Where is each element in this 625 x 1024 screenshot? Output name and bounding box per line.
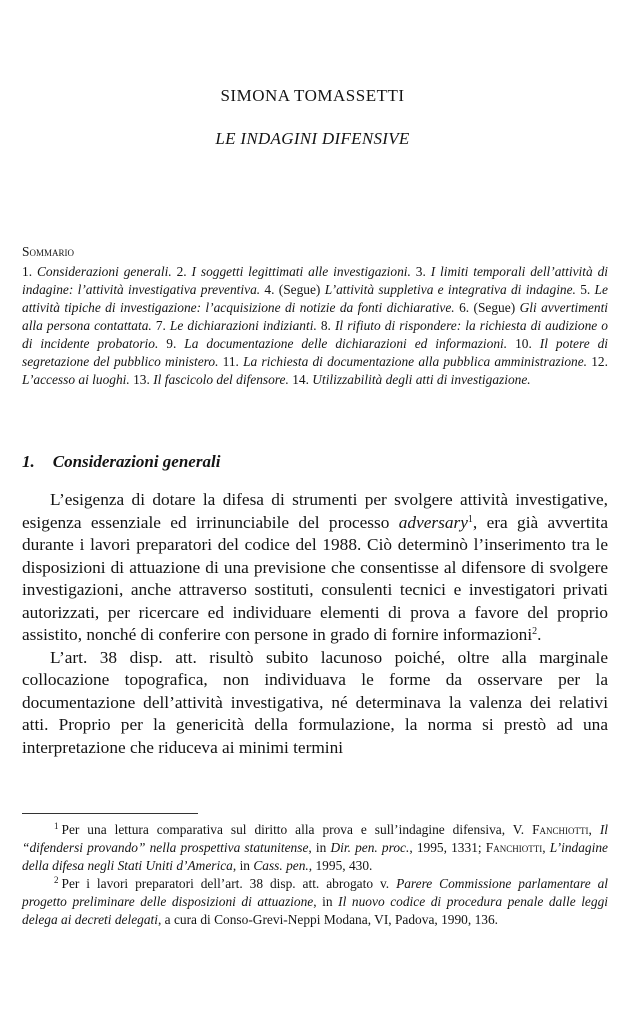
text-run: ,	[588, 822, 600, 837]
text-run: , 1995, 430.	[308, 858, 373, 873]
summary-item	[223, 354, 587, 369]
summary-item-text: Utilizzabilità degli atti di investigazione.	[312, 372, 531, 387]
summary-item-text: La richiesta di documentazione alla pubblica amministrazione.	[243, 354, 588, 369]
summary-item-text: I limiti temporali dell’attività di indagine: l’attività investigativa preventiva.	[22, 264, 608, 297]
text-run: , in	[308, 840, 331, 855]
work-title: L’indagine della difesa negli Stati Uniti d’America	[22, 840, 608, 873]
summary-item-prefix: (Segue)	[278, 282, 321, 297]
footnote	[22, 875, 608, 929]
summary-item-text: L’accesso ai luoghi.	[22, 372, 130, 387]
summary-item-number: 6.	[459, 300, 470, 315]
summary-item-number: 5.	[580, 282, 591, 297]
work-title: Il “difendersi provando” nella prospettiva statunitense	[22, 822, 608, 855]
footnotes	[22, 821, 608, 929]
section-number: 1.	[22, 452, 35, 471]
chapter-title: LE INDAGINI DIFENSIVE	[215, 129, 410, 148]
body-text	[22, 489, 608, 759]
summary-item-text: Il fascicolo del difensore.	[153, 372, 289, 387]
summary-item-number: 8.	[320, 318, 331, 333]
text-run: , in	[232, 858, 254, 873]
author-name: SIMONA TOMASSETTI	[220, 86, 405, 105]
summary-item-number: 3.	[415, 264, 426, 279]
footnote-mark: 2	[54, 875, 59, 885]
footnote	[22, 821, 608, 875]
work-title: Il nuovo codice di procedura penale dalle leggi delega ai decreti delegati	[22, 894, 608, 927]
summary	[22, 243, 608, 389]
summary-item-number: 12.	[591, 354, 608, 369]
paragraph: L’art. 38 disp. att. risultò subito lacunoso poiché, oltre alla marginale collocazione topografica, non individuava le forme da osservare per la documentazione dell’attività investigativa, né determinava la valenza dei relativi atti. Proprio per la genericità della formulazione, la norma si prestò ad una interpretazione che riduceva ai minimi termini	[22, 647, 608, 757]
summary-item-number: 11.	[222, 354, 239, 369]
summary-item	[292, 372, 530, 387]
text-run: L’esigenza di dotare la difesa di strumenti per svolgere attività investigative, esigenza essenziale ed irrinunciabile del processo	[22, 490, 608, 532]
text-run: adversary	[398, 512, 468, 532]
summary-item-number: 10.	[515, 336, 532, 351]
summary-item-number: 7.	[155, 318, 166, 333]
work-title: Parere Commissione parlamentare al progetto preliminare delle disposizioni di attuazione	[22, 876, 608, 909]
text-run: , 1995, 1331;	[409, 840, 486, 855]
text-run: , a cura di Conso-Grevi-Neppi Modana, VI, Padova, 1990, 136.	[157, 912, 498, 927]
summary-item-text: I soggetti legittimati alle investigazioni.	[191, 264, 411, 279]
summary-item-text: Gli avvertimenti alla persona contattata.	[22, 300, 609, 333]
summary-item-text: Il rifiuto di rispondere: la richiesta di audizione o di incidente probatorio.	[22, 318, 608, 351]
author-ref: Fanchiotti	[532, 822, 589, 837]
summary-item	[177, 264, 411, 279]
text-run: Per una lettura comparativa sul diritto alla prova e sull’indagine difensiva, V.	[61, 822, 533, 837]
paragraph	[22, 489, 608, 647]
summary-item-text: Le dichiarazioni indizianti.	[169, 318, 317, 333]
section-heading	[22, 452, 220, 472]
summary-item-number: 14.	[292, 372, 309, 387]
summary-item-text: L’attività suppletiva e integrativa di indagine.	[324, 282, 576, 297]
text-run: Per i lavori preparatori dell’art. 38 disp. att. abrogato v.	[61, 876, 397, 891]
footnote-ref[interactable]: 1	[467, 513, 473, 525]
summary-item-text: La documentazione delle dichiarazioni ed informazioni.	[184, 336, 508, 351]
journal-title: Dir. pen. proc.	[330, 840, 410, 855]
footnote-mark: 1	[54, 821, 59, 831]
footnote-ref[interactable]: 2	[532, 626, 538, 637]
summary-item-number: 2.	[176, 264, 187, 279]
summary-item-number: 1.	[22, 264, 33, 279]
summary-item-number: 13.	[133, 372, 150, 387]
text-run: , era già avvertita durante i lavori preparatori del codice del 1988. Ciò determinò l’inserimento tra le disposizioni di attuazione di una previsione che consentisse al difensore di svolgere investigazioni, anche attraverso sostituti, consulenti tecnici e investigatori privati autorizzati, per ricercare ed individuare elementi di prova a favore del proprio assistito, nonché di conferire con persone in grado di fornire informazioni	[22, 512, 608, 644]
summary-item-text: Il potere di segretazione del pubblico ministero.	[22, 336, 609, 369]
text-run: ,	[542, 840, 550, 855]
summary-item-text: Considerazioni generali.	[36, 264, 172, 279]
author-ref: Fanchiotti	[485, 840, 543, 855]
summary-item-text: Le attività tipiche di investigazione: l’acquisizione di notizie da fonti dichiarative.	[22, 282, 608, 315]
summary-item	[22, 264, 172, 279]
summary-item-prefix: (Segue)	[473, 300, 516, 315]
summary-item-number: 4.	[264, 282, 275, 297]
summary-list	[22, 263, 608, 389]
text-run: .	[537, 625, 542, 644]
section-title: Considerazioni generali	[52, 452, 221, 471]
summary-item	[166, 336, 507, 351]
summary-item-number: 9.	[166, 336, 177, 351]
summary-heading: Sommario	[22, 244, 74, 259]
summary-item	[264, 282, 576, 297]
summary-item	[133, 372, 289, 387]
journal-title: Cass. pen.	[253, 858, 309, 873]
text-run: , in	[313, 894, 339, 909]
summary-item	[156, 318, 317, 333]
footnote-divider	[22, 813, 198, 814]
